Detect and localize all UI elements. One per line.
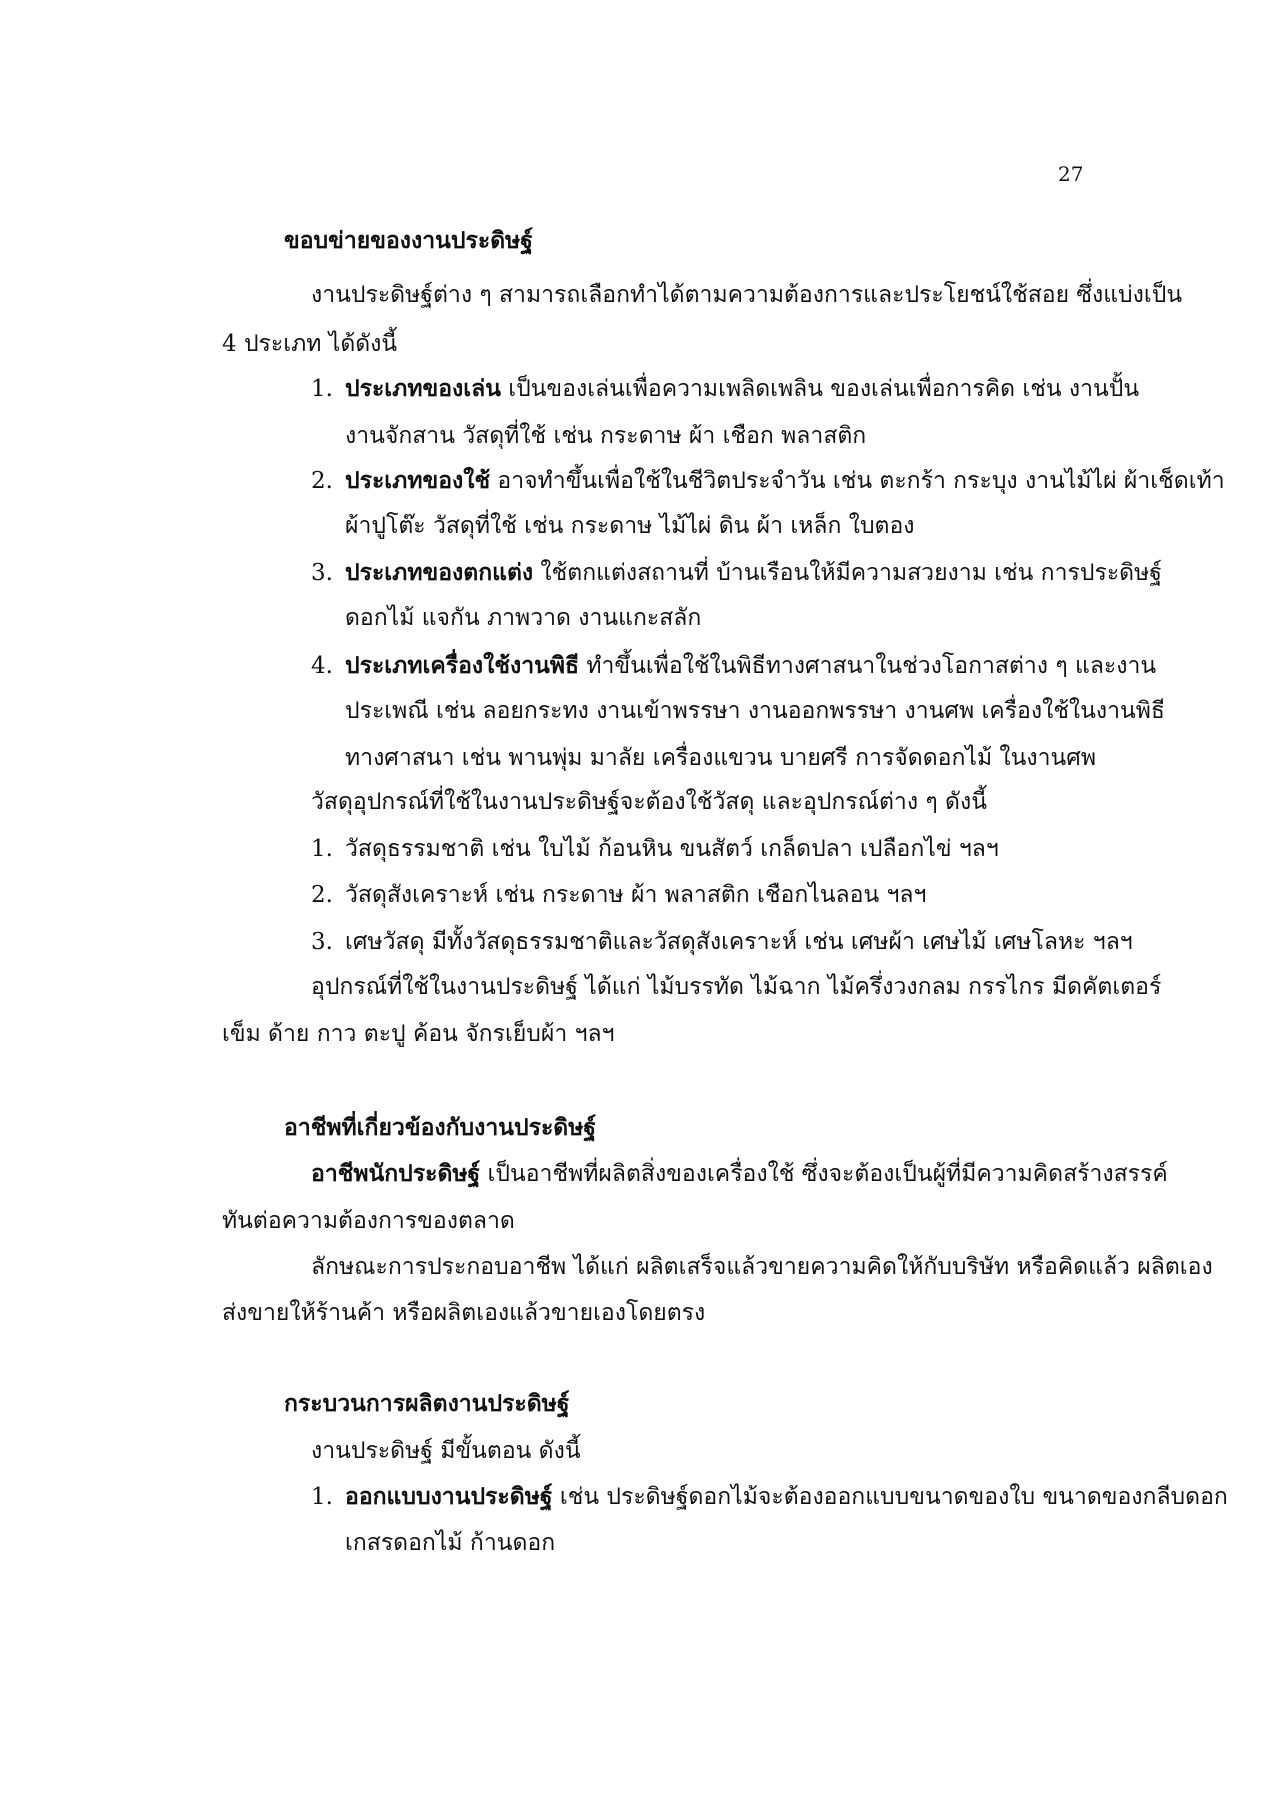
material-text: วัสดุธรรมชาติ เช่น ใบไม้ ก้อนหิน ขนสัตว์ เกล็ดปลา เปลือกไข่ ฯลฯ bbox=[345, 836, 999, 862]
list-number: 3. bbox=[311, 560, 333, 586]
career-term: อาชีพนักประดิษฐ์ bbox=[311, 1160, 481, 1187]
career-text: เป็นอาชีพที่ผลิตสิ่งของเครื่องใช้ ซึ่งจะต้องเป็นผู้ที่มีความคิดสร้างสรรค์ bbox=[480, 1161, 1168, 1187]
list-number: 4. bbox=[311, 653, 333, 679]
type-item-4-cont: ประเพณี เช่น ลอยกระทง งานเข้าพรรษา งานออกพรรษา งานศพ เครื่องใช้ในงานพิธี bbox=[345, 698, 1165, 724]
tools-line: อุปกรณ์ที่ใช้ในงานประดิษฐ์ ได้แก่ ไม้บรรทัด ไม้ฉาก ไม้ครึ่งวงกลม กรรไกร มีดคัตเตอร์ bbox=[311, 974, 1162, 1000]
type-text: เป็นของเล่นเพื่อความเพลิดเพลิน ของเล่นเพื่อการคิด เช่น งานปั้น bbox=[500, 376, 1140, 402]
type-title: ประเภทเครื่องใช้งานพิธี bbox=[345, 652, 580, 679]
material-item-2 bbox=[311, 880, 926, 910]
type-item-3 bbox=[311, 558, 1162, 588]
list-number: 2. bbox=[311, 882, 333, 908]
list-number: 3. bbox=[311, 929, 333, 955]
list-number: 1. bbox=[311, 836, 333, 862]
material-text: เศษวัสดุ มีทั้งวัสดุธรรมชาติและวัสดุสังเคราะห์ เช่น เศษผ้า เศษไม้ เศษโลหะ ฯลฯ bbox=[345, 929, 1133, 955]
type-item-4-cont: ทางศาสนา เช่น พานพุ่ม มาลัย เครื่องแขวน บายศรี การจัดดอกไม้ ในงานศพ bbox=[345, 745, 1097, 771]
type-item-1-cont: งานจักสาน วัสดุที่ใช้ เช่น กระดาษ ผ้า เชือก พลาสติก bbox=[345, 423, 867, 449]
page-number: 27 bbox=[1058, 162, 1084, 186]
section-heading-scope: ขอบข่ายของงานประดิษฐ์ bbox=[284, 227, 533, 254]
step-item-1-cont: เกสรดอกไม้ ก้านดอก bbox=[345, 1530, 556, 1556]
paragraph-line: 4 ประเภท ได้ดังนี้ bbox=[222, 331, 398, 357]
paragraph-line: ส่งขายให้ร้านค้า หรือผลิตเองแล้วขายเองโดยตรง bbox=[222, 1300, 706, 1326]
list-number: 2. bbox=[311, 468, 333, 494]
type-text: อาจทำขึ้นเพื่อใช้ในชีวิตประจำวัน เช่น ตะกร้า กระบุง งานไม้ไผ่ ผ้าเช็ดเท้า bbox=[490, 468, 1225, 494]
tools-line: เข็ม ด้าย กาว ตะปู ค้อน จักรเย็บผ้า ฯลฯ bbox=[222, 1021, 615, 1047]
materials-intro: วัสดุอุปกรณ์ที่ใช้ในงานประดิษฐ์จะต้องใช้วัสดุ และอุปกรณ์ต่าง ๆ ดังนี้ bbox=[311, 789, 987, 815]
type-item-4 bbox=[311, 651, 1156, 681]
step-text: เช่น ประดิษฐ์ดอกไม้จะต้องออกแบบขนาดของใบ ขนาดของกลีบดอก bbox=[552, 1484, 1228, 1510]
section-heading-process: กระบวนการผลิตงานประดิษฐ์ bbox=[284, 1390, 570, 1417]
step-item-1 bbox=[311, 1482, 1228, 1512]
material-text: วัสดุสังเคราะห์ เช่น กระดาษ ผ้า พลาสติก เชือกไนลอน ฯลฯ bbox=[345, 882, 927, 908]
list-number: 1. bbox=[311, 376, 333, 402]
paragraph-line bbox=[311, 1159, 1168, 1189]
type-item-2-cont: ผ้าปูโต๊ะ วัสดุที่ใช้ เช่น กระดาษ ไม้ไผ่ ดิน ผ้า เหล็ก ใบตอง bbox=[345, 513, 915, 539]
list-number: 1. bbox=[311, 1484, 333, 1510]
step-title: ออกแบบงานประดิษฐ์ bbox=[345, 1483, 553, 1510]
type-item-1 bbox=[311, 374, 1139, 404]
material-item-1 bbox=[311, 834, 999, 864]
type-text: ใช้ตกแต่งสถานที่ บ้านเรือนให้มีความสวยงาม เช่น การประดิษฐ์ bbox=[533, 560, 1162, 586]
type-item-3-cont: ดอกไม้ แจกัน ภาพวาด งานแกะสลัก bbox=[345, 605, 702, 631]
type-text: ทำขึ้นเพื่อใช้ในพิธีทางศาสนาในช่วงโอกาสต่าง ๆ และงาน bbox=[579, 653, 1157, 679]
type-title: ประเภทของเล่น bbox=[345, 375, 501, 402]
paragraph-line: งานประดิษฐ์ มีขั้นตอน ดังนี้ bbox=[311, 1438, 581, 1464]
type-item-2 bbox=[311, 466, 1225, 496]
material-item-3 bbox=[311, 927, 1133, 957]
section-heading-careers: อาชีพที่เกี่ยวข้องกับงานประดิษฐ์ bbox=[284, 1114, 597, 1141]
paragraph-line: งานประดิษฐ์ต่าง ๆ สามารถเลือกทำได้ตามความต้องการและประโยชน์ใช้สอย ซึ่งแบ่งเป็น bbox=[311, 282, 1183, 308]
type-title: ประเภทของใช้ bbox=[345, 467, 491, 494]
paragraph-line: ทันต่อความต้องการของตลาด bbox=[222, 1208, 515, 1234]
paragraph-line: ลักษณะการประกอบอาชีพ ได้แก่ ผลิตเสร็จแล้วขายความคิดให้กับบริษัท หรือคิดแล้ว ผลิตเอง bbox=[311, 1254, 1213, 1280]
type-title: ประเภทของตกแต่ง bbox=[345, 559, 534, 586]
